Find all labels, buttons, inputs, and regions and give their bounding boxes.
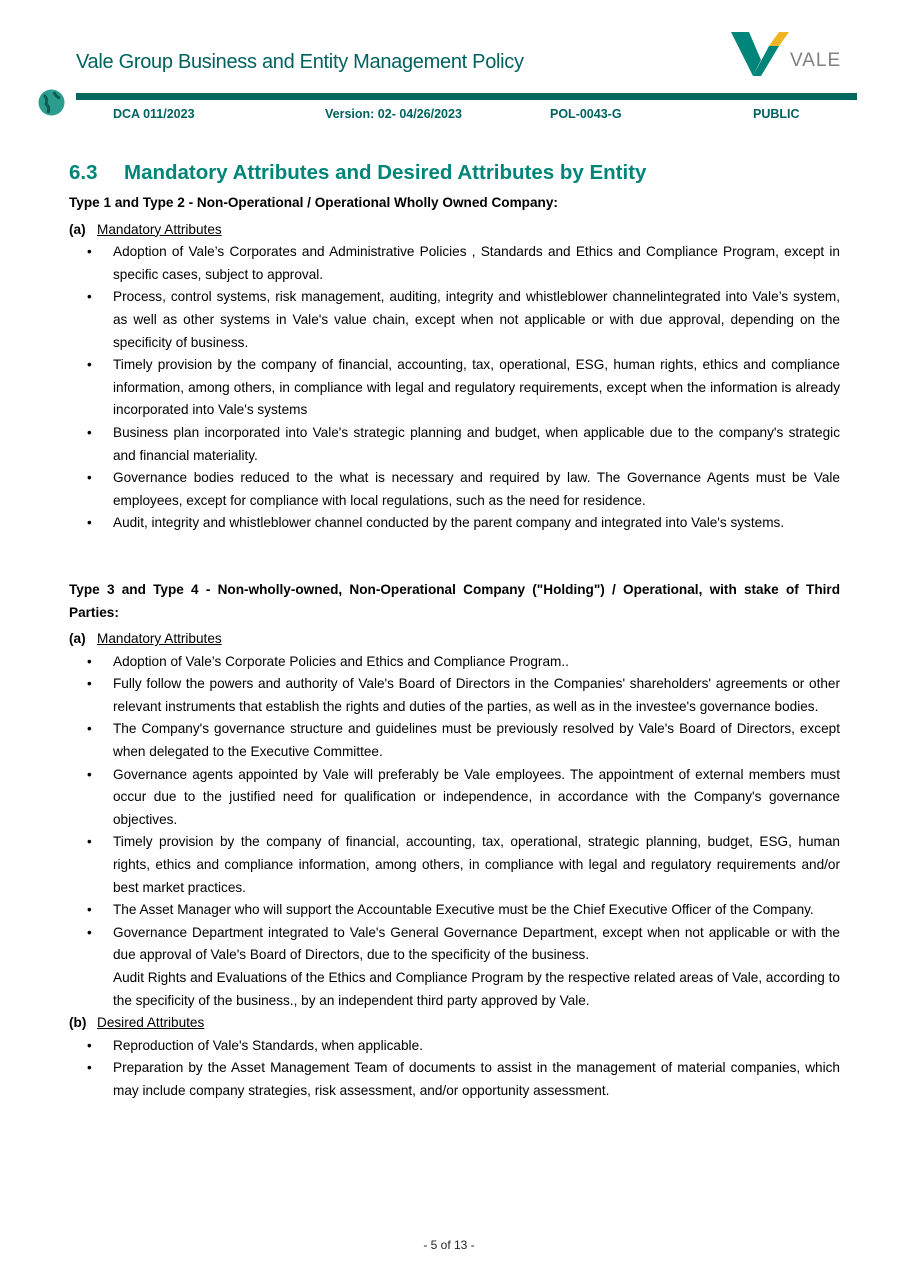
globe-icon: [38, 89, 65, 116]
bullet-icon: •: [87, 357, 92, 373]
list-item-text: Preparation by the Asset Management Team of documents to assist in the management of material companies, which may include company strategies, risk assessment, and/or opportunity assessment.: [113, 1060, 840, 1098]
list-item: [69, 1035, 840, 1058]
list-item-text: Governance Department integrated to Vale's General Governance Department, except when not applicable or with the due approval of Vale's Board of Directors, due to the specificity of the business.: [113, 924, 840, 963]
group2-mandatory-list: [69, 651, 840, 967]
list-item: [69, 922, 840, 967]
logo-text: VALE: [790, 50, 842, 71]
bullet-icon: •: [87, 289, 92, 305]
list-item: [69, 718, 840, 763]
bullet-icon: •: [87, 766, 92, 782]
list-item-text: Process, control systems, risk management, auditing, integrity and whistleblower channelintegrated into Vale’s system, as well as other systems in Vale's value chain, except when not applicable or with due approval, depending on the specificity of business.: [113, 289, 840, 350]
bullet-icon: •: [87, 1037, 92, 1053]
list-item-text: Audit, integrity and whistleblower channel conducted by the parent company and integrated into Vale's systems.: [113, 515, 785, 531]
section-heading: [69, 158, 840, 188]
list-item: [69, 467, 840, 512]
bullet-icon: •: [87, 470, 92, 486]
group1-heading: Type 1 and Type 2 - Non-Operational / Operational Wholly Owned Company:: [69, 195, 558, 210]
group2-mandatory-label: [69, 628, 840, 651]
list-item-text: Fully follow the powers and authority of Vale's Board of Directors in the Companies' shareholders' agreements or other relevant instruments that establish the rights and duties of the parties, as well as in the investee's governance bodies.: [113, 676, 840, 714]
list-item: [69, 422, 840, 467]
list-marker: (a): [69, 221, 86, 237]
list-item-text: Governance agents appointed by Vale will preferably be Vale employees. The appointment of external members must occur due to the justified need for qualification or independence, in accordance with the Company's governance objectives.: [113, 766, 840, 827]
list-marker: (a): [69, 631, 86, 647]
group1-mandatory-label: [69, 219, 840, 242]
bullet-icon: •: [87, 721, 92, 737]
page-number: - 5 of 13 -: [423, 1238, 475, 1252]
bullet-icon: •: [87, 834, 92, 850]
list-item-text: Business plan incorporated into Vale's strategic planning and budget, when applicable due to the company's strategic and financial materiality.: [113, 424, 840, 463]
bullet-icon: •: [87, 653, 92, 669]
header-divider: [76, 93, 857, 100]
list-item: [69, 673, 840, 718]
list-item: [69, 831, 840, 899]
list-item-text: Reproduction of Vale's Standards, when applicable.: [113, 1037, 423, 1053]
policy-code: POL-0043-G: [550, 107, 622, 121]
list-item-text: Adoption of Vale’s Corporate Policies and Ethics and Compliance Program..: [113, 653, 569, 669]
list-item: [69, 899, 840, 922]
list-marker: (b): [69, 1015, 87, 1031]
doc-code: DCA 011/2023: [113, 107, 195, 121]
bullet-icon: •: [87, 924, 92, 940]
list-item-text: Timely provision by the company of financial, accounting, tax, operational, strategic planning, budget, ESG, human rights, ethics and compliance information, among others, in compliance with legal and regulatory requirements and/or best market practices.: [113, 834, 840, 895]
bullet-icon: •: [87, 244, 92, 260]
version: Version: 02- 04/26/2023: [325, 107, 462, 121]
classification: PUBLIC: [753, 107, 800, 121]
group2-desired-list: [69, 1035, 840, 1103]
document-title: Vale Group Business and Entity Management Policy: [76, 51, 524, 73]
list-item: [69, 651, 840, 674]
list-item-text: Adoption of Vale’s Corporates and Administrative Policies , Standards and Ethics and Compliance Program, except in specific cases, subject to approval.: [113, 244, 840, 282]
bullet-icon: •: [87, 902, 92, 918]
document-body: [69, 158, 840, 1103]
bullet-icon: •: [87, 1060, 92, 1076]
list-item-text: The Company's governance structure and guidelines must be previously resolved by Vale's Board of Directors, except when delegated to the Executive Committee.: [113, 721, 840, 760]
group2-heading: Type 3 and Type 4 - Non-wholly-owned, Non-Operational Company ("Holding") / Operational, with stake of Third Parties:: [69, 581, 840, 620]
list-item: [69, 512, 840, 535]
continuation-paragraph: Audit Rights and Evaluations of the Ethics and Compliance Program by the respective related areas of Vale, according to the specificity of the business., by an independent third party approved by Vale.: [113, 970, 840, 1008]
list-item: [69, 241, 840, 286]
group1-mandatory-list: [69, 241, 840, 535]
bullet-icon: •: [87, 424, 92, 440]
list-item-text: Timely provision by the company of financial, accounting, tax, operational, ESG, human rights, ethics and compliance information, among others, in compliance with legal and regulatory requirements, except when the information is already incorporated into Vale's systems: [113, 357, 840, 418]
section-number: 6.3: [69, 161, 98, 184]
list-label: Mandatory Attributes: [97, 221, 222, 237]
list-item-text: The Asset Manager who will support the Accountable Executive must be the Chief Executive Officer of the Company.: [113, 902, 814, 918]
section-title: Mandatory Attributes and Desired Attributes by Entity: [124, 161, 647, 184]
bullet-icon: •: [87, 676, 92, 692]
group2-desired-label: [69, 1012, 840, 1035]
bullet-icon: •: [87, 515, 92, 531]
list-item: [69, 764, 840, 832]
list-item: [69, 354, 840, 422]
list-item: [69, 1057, 840, 1102]
list-item: [69, 286, 840, 354]
list-label: Mandatory Attributes: [97, 631, 222, 647]
list-item-text: Governance bodies reduced to the what is necessary and required by law. The Governance Agents must be Vale employees, except for compliance with local regulations, such as the need for residence.: [113, 470, 840, 508]
list-label: Desired Attributes: [97, 1015, 205, 1031]
